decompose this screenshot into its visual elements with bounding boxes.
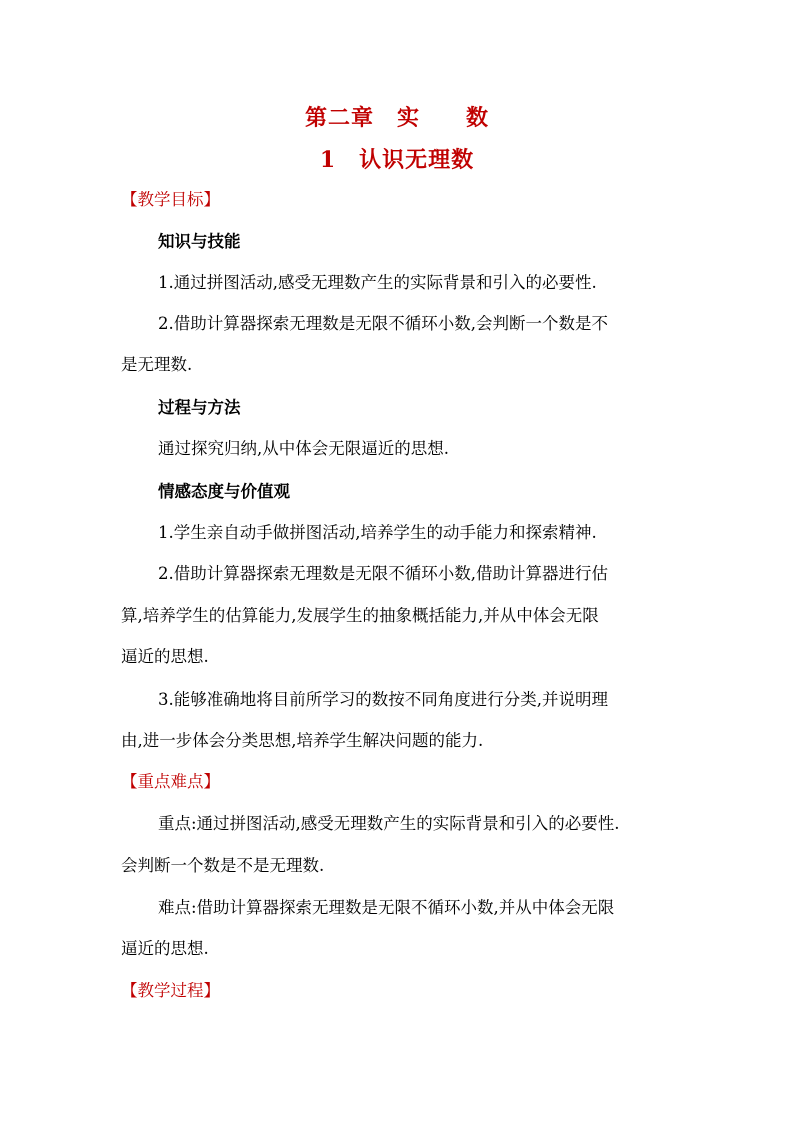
difficulty-line2: 逼近的思想. <box>121 939 209 958</box>
process-heading: 过程与方法 <box>158 398 241 417</box>
lesson-title: 1 认识无理数 <box>319 147 475 173</box>
attitude-item-3-line2: 由,进一步体会分类思想,培养学生解决问题的能力. <box>121 731 484 750</box>
knowledge-item-1: 1.通过拼图活动,感受无理数产生的实际背景和引入的必要性. <box>158 273 597 292</box>
focus-line2: 会判断一个数是不是无理数. <box>121 856 325 875</box>
difficulty-line1: 难点:借助计算器探索无理数是无限不循环小数,并从中体会无限 <box>158 898 615 917</box>
knowledge-item-2-line2: 是无理数. <box>121 355 193 374</box>
section-heading-process: 【教学过程】 <box>121 981 220 1000</box>
chapter-title: 第二章 实 数 <box>304 105 489 131</box>
knowledge-heading: 知识与技能 <box>158 232 241 251</box>
attitude-item-2-line1: 2.借助计算器探索无理数是无限不循环小数,借助计算器进行估 <box>158 564 608 583</box>
section-heading-key-points: 【重点难点】 <box>121 772 220 791</box>
section-heading-objectives: 【教学目标】 <box>121 190 220 209</box>
attitude-item-2-line3: 逼近的思想. <box>121 647 209 666</box>
attitude-item-2-line2: 算,培养学生的估算能力,发展学生的抽象概括能力,并从中体会无限 <box>121 606 599 625</box>
attitude-heading: 情感态度与价值观 <box>158 482 290 501</box>
attitude-item-3-line1: 3.能够准确地将目前所学习的数按不同角度进行分类,并说明理 <box>158 690 608 709</box>
knowledge-item-2-line1: 2.借助计算器探索无理数是无限不循环小数,会判断一个数是不 <box>158 314 608 333</box>
focus-line1: 重点:通过拼图活动,感受无理数产生的实际背景和引入的必要性. <box>158 814 620 833</box>
process-text: 通过探究归纳,从中体会无限逼近的思想. <box>158 439 449 458</box>
attitude-item-1: 1.学生亲自动手做拼图活动,培养学生的动手能力和探索精神. <box>158 523 597 542</box>
